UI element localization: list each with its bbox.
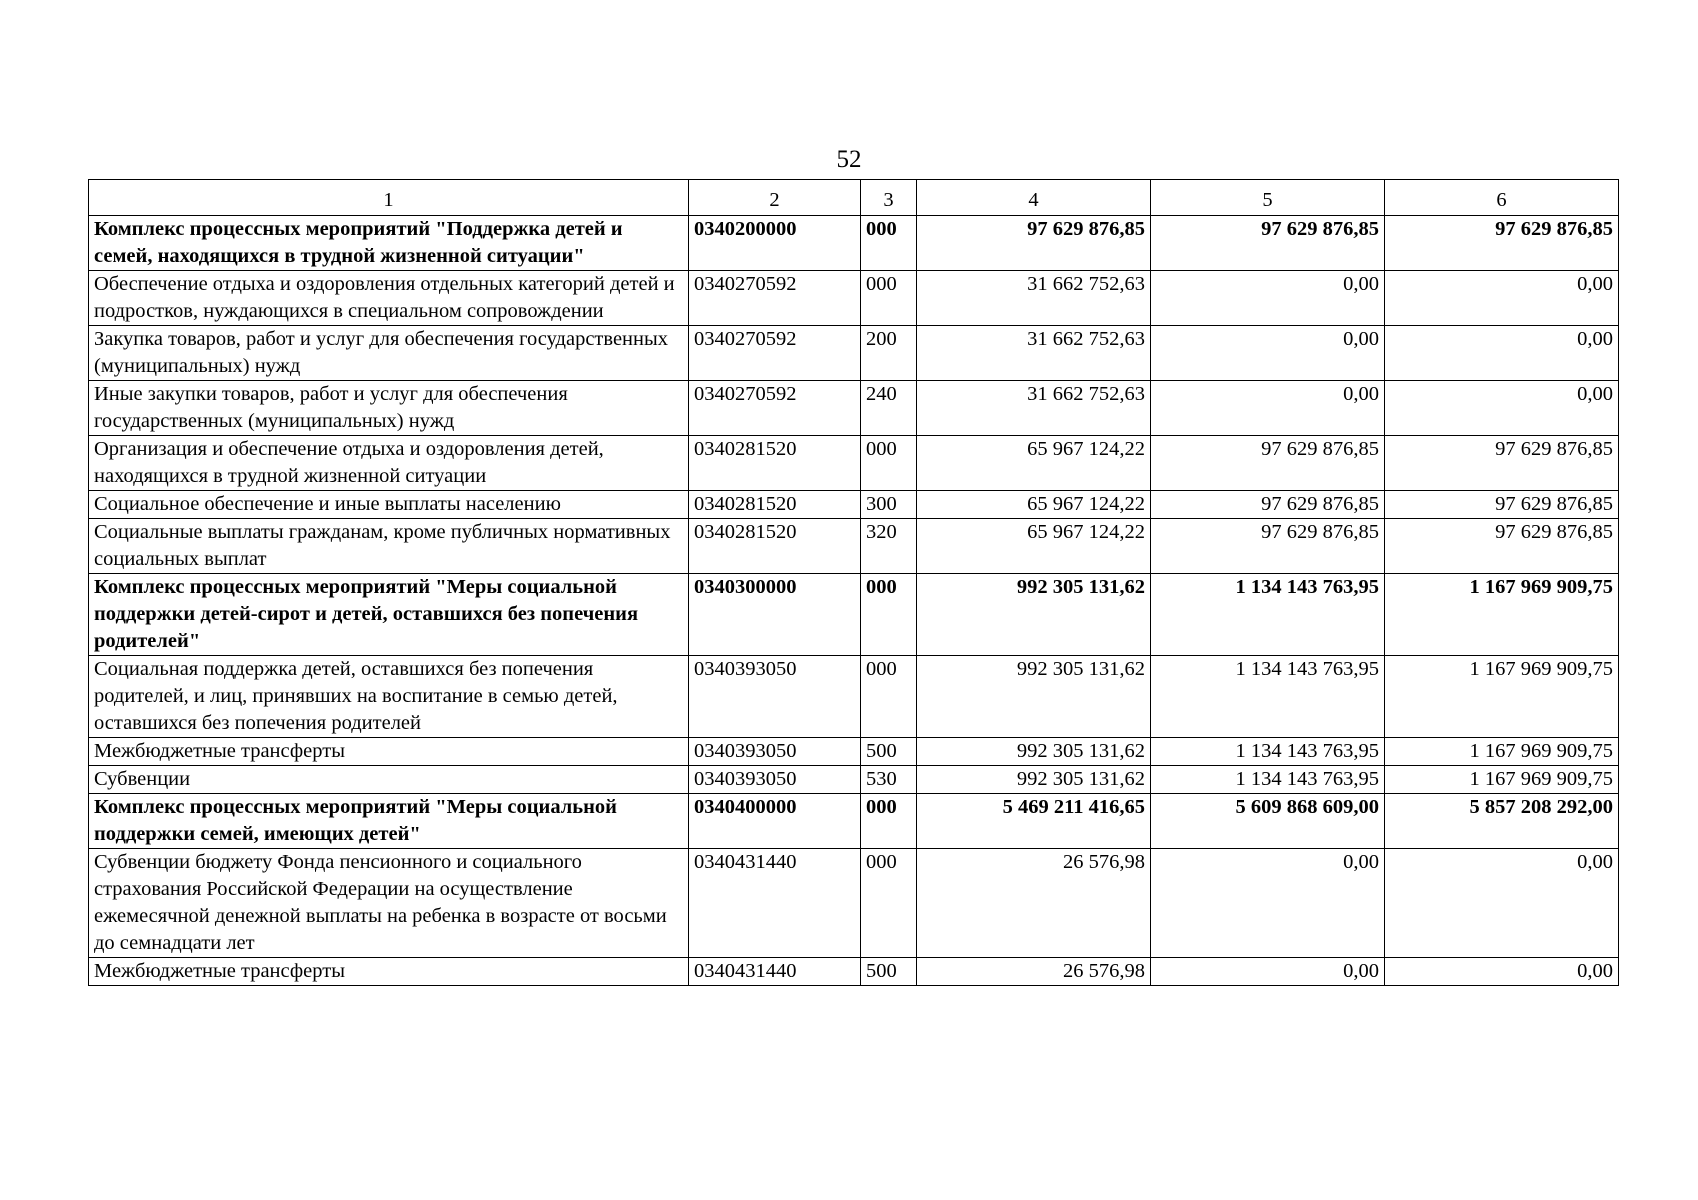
amount-year-2: 97 629 876,85	[1151, 216, 1385, 271]
amount-year-1: 5 469 211 416,65	[917, 794, 1151, 849]
column-header: 3	[861, 180, 917, 216]
expense-type: 000	[861, 794, 917, 849]
amount-year-2: 97 629 876,85	[1151, 491, 1385, 519]
amount-year-2: 97 629 876,85	[1151, 436, 1385, 491]
amount-year-3: 5 857 208 292,00	[1385, 794, 1619, 849]
item-name: Комплекс процессных мероприятий "Меры социальной поддержки семей, имеющих детей"	[89, 794, 689, 849]
target-code: 0340270592	[689, 381, 861, 436]
amount-year-3: 0,00	[1385, 326, 1619, 381]
expense-type: 530	[861, 766, 917, 794]
amount-year-1: 992 305 131,62	[917, 738, 1151, 766]
expense-type: 000	[861, 436, 917, 491]
item-name: Субвенции бюджету Фонда пенсионного и социального страхования Российской Федерации на осуществление ежемесячной денежной выплаты на ребенка в возрасте от восьми до семнадцати лет	[89, 849, 689, 958]
table-row	[89, 326, 1619, 381]
expense-type: 500	[861, 738, 917, 766]
table-body	[89, 216, 1619, 986]
table-row	[89, 574, 1619, 656]
amount-year-1: 65 967 124,22	[917, 519, 1151, 574]
amount-year-3: 0,00	[1385, 271, 1619, 326]
amount-year-1: 31 662 752,63	[917, 271, 1151, 326]
amount-year-2: 5 609 868 609,00	[1151, 794, 1385, 849]
header-row	[89, 180, 1619, 216]
amount-year-3: 1 167 969 909,75	[1385, 738, 1619, 766]
target-code: 0340270592	[689, 326, 861, 381]
amount-year-2: 1 134 143 763,95	[1151, 738, 1385, 766]
amount-year-2: 1 134 143 763,95	[1151, 574, 1385, 656]
column-header: 1	[89, 180, 689, 216]
column-header: 4	[917, 180, 1151, 216]
page-number: 52	[836, 146, 862, 173]
amount-year-3: 1 167 969 909,75	[1385, 574, 1619, 656]
item-name: Комплекс процессных мероприятий "Поддержка детей и семей, находящихся в трудной жизненной ситуации"	[89, 216, 689, 271]
amount-year-3: 97 629 876,85	[1385, 519, 1619, 574]
item-name: Иные закупки товаров, работ и услуг для обеспечения государственных (муниципальных) нужд	[89, 381, 689, 436]
amount-year-1: 31 662 752,63	[917, 326, 1151, 381]
item-name: Закупка товаров, работ и услуг для обеспечения государственных (муниципальных) нужд	[89, 326, 689, 381]
amount-year-3: 0,00	[1385, 958, 1619, 986]
amount-year-2: 0,00	[1151, 326, 1385, 381]
amount-year-2: 0,00	[1151, 958, 1385, 986]
target-code: 0340393050	[689, 656, 861, 738]
amount-year-2: 97 629 876,85	[1151, 519, 1385, 574]
expense-type: 000	[861, 849, 917, 958]
amount-year-2: 0,00	[1151, 849, 1385, 958]
table-row	[89, 436, 1619, 491]
target-code: 0340281520	[689, 491, 861, 519]
column-header: 6	[1385, 180, 1619, 216]
table-row	[89, 271, 1619, 326]
amount-year-3: 1 167 969 909,75	[1385, 656, 1619, 738]
column-header: 5	[1151, 180, 1385, 216]
target-code: 0340431440	[689, 849, 861, 958]
item-name: Социальное обеспечение и иные выплаты населению	[89, 491, 689, 519]
table-row	[89, 519, 1619, 574]
amount-year-1: 31 662 752,63	[917, 381, 1151, 436]
target-code: 0340431440	[689, 958, 861, 986]
amount-year-1: 65 967 124,22	[917, 436, 1151, 491]
expense-type: 200	[861, 326, 917, 381]
amount-year-3: 1 167 969 909,75	[1385, 766, 1619, 794]
table-row	[89, 381, 1619, 436]
item-name: Социальные выплаты гражданам, кроме публичных нормативных социальных выплат	[89, 519, 689, 574]
amount-year-1: 992 305 131,62	[917, 656, 1151, 738]
target-code: 0340300000	[689, 574, 861, 656]
table-row	[89, 766, 1619, 794]
table-row	[89, 958, 1619, 986]
target-code: 0340200000	[689, 216, 861, 271]
amount-year-3: 0,00	[1385, 381, 1619, 436]
table-row	[89, 491, 1619, 519]
budget-table	[88, 179, 1619, 986]
target-code: 0340281520	[689, 436, 861, 491]
table-row	[89, 216, 1619, 271]
amount-year-1: 97 629 876,85	[917, 216, 1151, 271]
expense-type: 000	[861, 656, 917, 738]
expense-type: 500	[861, 958, 917, 986]
amount-year-1: 65 967 124,22	[917, 491, 1151, 519]
target-code: 0340400000	[689, 794, 861, 849]
item-name: Межбюджетные трансферты	[89, 958, 689, 986]
table-row	[89, 794, 1619, 849]
expense-type: 240	[861, 381, 917, 436]
expense-type: 000	[861, 574, 917, 656]
column-header: 2	[689, 180, 861, 216]
table-row	[89, 656, 1619, 738]
item-name: Субвенции	[89, 766, 689, 794]
amount-year-2: 1 134 143 763,95	[1151, 656, 1385, 738]
table-row	[89, 849, 1619, 958]
item-name: Комплекс процессных мероприятий "Меры социальной поддержки детей-сирот и детей, оставшихся без попечения родителей"	[89, 574, 689, 656]
amount-year-3: 0,00	[1385, 849, 1619, 958]
amount-year-2: 0,00	[1151, 381, 1385, 436]
amount-year-3: 97 629 876,85	[1385, 491, 1619, 519]
item-name: Межбюджетные трансферты	[89, 738, 689, 766]
target-code: 0340393050	[689, 766, 861, 794]
target-code: 0340281520	[689, 519, 861, 574]
amount-year-1: 26 576,98	[917, 849, 1151, 958]
amount-year-1: 992 305 131,62	[917, 574, 1151, 656]
table-row	[89, 738, 1619, 766]
target-code: 0340270592	[689, 271, 861, 326]
amount-year-3: 97 629 876,85	[1385, 436, 1619, 491]
item-name: Организация и обеспечение отдыха и оздоровления детей, находящихся в трудной жизненной ситуации	[89, 436, 689, 491]
expense-type: 320	[861, 519, 917, 574]
amount-year-1: 992 305 131,62	[917, 766, 1151, 794]
amount-year-2: 0,00	[1151, 271, 1385, 326]
amount-year-3: 97 629 876,85	[1385, 216, 1619, 271]
expense-type: 300	[861, 491, 917, 519]
target-code: 0340393050	[689, 738, 861, 766]
expense-type: 000	[861, 271, 917, 326]
item-name: Социальная поддержка детей, оставшихся без попечения родителей, и лиц, принявших на воспитание в семью детей, оставшихся без попечения родителей	[89, 656, 689, 738]
amount-year-1: 26 576,98	[917, 958, 1151, 986]
expense-type: 000	[861, 216, 917, 271]
item-name: Обеспечение отдыха и оздоровления отдельных категорий детей и подростков, нуждающихся в специальном сопровождении	[89, 271, 689, 326]
amount-year-2: 1 134 143 763,95	[1151, 766, 1385, 794]
